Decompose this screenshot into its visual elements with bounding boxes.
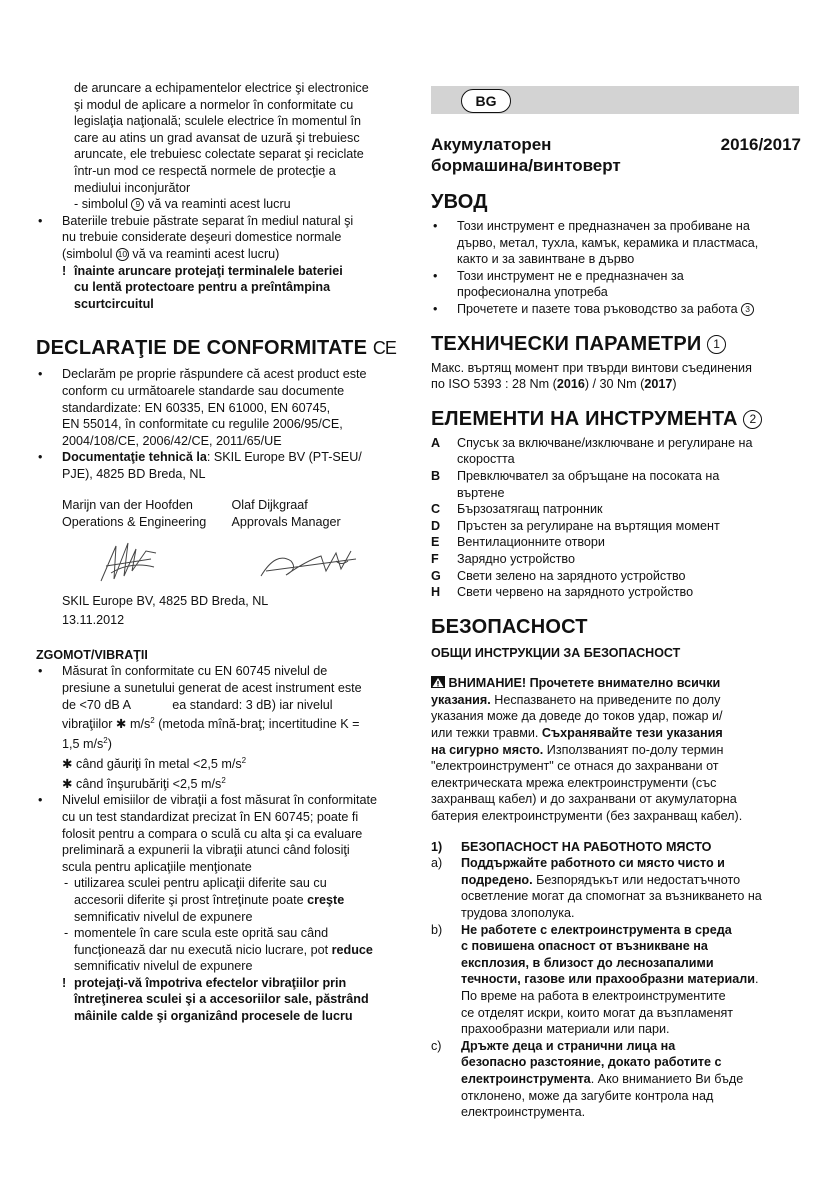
- ce-mark-icon: CE: [372, 338, 396, 359]
- usage-reduce-note: - momentele în care scula este oprită sau când funcţionează dar nu execută nicio lucrare, pot reduce semnificativ nivelul de expunere: [64, 926, 373, 974]
- tech-doc-bullet: • Documentaţie tehnică la: SKIL Europe BV (PT-SEU/ PJE), 4825 BD Breda, NL: [36, 449, 401, 482]
- workplace-heading: 1) БЕЗОПАСНОСТ НА РАБОТНОТО МЯСТО: [431, 839, 712, 854]
- circled-number-icon: 3: [741, 303, 754, 316]
- elements-heading: ЕЛЕМЕНТИ НА ИНСТРУМЕНТА 2: [431, 407, 801, 431]
- battery-bullet: • Bateriile trebuie păstrate separat în mediul natural şi nu trebuie considerate deşeuri domestice normale (simbolul 10 vă va reaminti acest lucru): [36, 213, 401, 263]
- noise-bullet: • Măsurat în conformitate cu EN 60745 nivelul de presiune a sunetului generat de acest instrument este de <70 dB A ea standard: 3 dB) iar nivelul vibraţiilor ✱ $m/s^2$ (metoda mînă-braţ; incertitudine K = 1,5 $m/s^2$) ✱ când găuriţi în metal <2,5 $m/s^2$ ✱ când înşurubăriţi <2,5 $m/s^2$: [36, 663, 401, 792]
- safety-heading: БЕЗОПАСНОСТ: [431, 615, 588, 638]
- intro-bullet-1: • Този инструмент е предназначен за пробиване на дърво, метал, тухла, камък, керамика и пластмаса, както и за завинтване в дърво: [431, 218, 801, 268]
- battery-warning: ! înainte aruncare protejaţi terminalele bateriei cu lentă protectoare pentru a preîntâmpina scurtcircuitul: [62, 263, 343, 311]
- language-badge: BG: [461, 89, 511, 113]
- list-item: B Превключвател за обръщане на посоката на въртене: [431, 468, 720, 500]
- safety-item-b: b) Не работете с електроинструмента в среда с повишена опасност от възникване на експлозия, в близост до леснозапалими течности, газове или прахообразни материали. По време на работа в електроинструментите се отделят искри, които могат да възпламенят прахообразни материали или пари.: [431, 922, 759, 1037]
- left-column: [36, 80, 401, 1025]
- tech-params: Макс. въртящ момент при твърди винтови съединения по ISO 5393 : 28 Nm (2016) / 30 Nm (2017): [431, 360, 752, 392]
- list-item: C Бързозатягащ патронник: [431, 502, 603, 517]
- language-bar: [431, 86, 799, 114]
- disposal-intro: de aruncare a echipamentelor electrice şi electronice şi modul de aplicare a normelor în conformitate cu legislaţia naţională; sculele electrice în momentul în care au atins un grad avansat de uzură şi trebuiesc aruncate, ele trebuiesc colectate separat şi reciclate într-un mod ce respectă normele de protecţie a mediului inconjurător - simbolul 9 vă va reaminti acest lucru: [36, 80, 401, 213]
- circled-number-icon: 2: [743, 410, 762, 429]
- signature-date: 13.11.2012: [62, 613, 125, 628]
- list-item: F Зарядно устройство: [431, 551, 575, 566]
- circled-number-icon: 10: [117, 248, 128, 259]
- general-warning: ВНИМАНИЕ! Прочетете внимателно всички указания. Неспазването на приведените по долу указания може да доведе до токов удар, пожар и/ или тежки травми. Съхранявайте тези указания на сигурно място. Използваният по-долу термин "електроинструмент" се отнася до захранвани от електрическата мрежа електроинструменти (със захранващ кабел) и до захранвани от акумулаторна батерия електроинструменти (без захранващ кабел).: [431, 676, 743, 824]
- circled-number-icon: 1: [707, 335, 726, 354]
- usage-increase-note: - utilizarea sculei pentru aplicaţii diferite sau cu accesorii diferite şi prost întreţinute poate creşte semnificativ nivelul de expunere: [64, 876, 345, 924]
- signatures: [36, 531, 401, 593]
- right-column: [431, 134, 801, 1121]
- intro-heading: УВОД: [431, 191, 488, 213]
- warning-triangle-icon: [431, 676, 445, 688]
- circled-number-icon: 9: [131, 198, 144, 211]
- list-item: D Пръстен за регулиране на въртящия момент: [431, 518, 720, 533]
- list-item: A Спусък за включване/изключване и регулиране на скоростта: [431, 435, 753, 467]
- intro-bullet-2: • Този инструмент не е предназначен за професионална употреба: [431, 268, 801, 301]
- product-title: Акумулаторен бормашина/винтоверт 2016/2017: [431, 135, 801, 175]
- intro-bullet-3: • Прочетете и пазете това ръководство за работа 3: [431, 301, 801, 318]
- vibration-warning: ! protejaţi-vă împotriva efectelor vibraţiilor prin întreţinerea sculei şi a accesoriilor sale, păstrând mâinile calde şi organizând procesele de lucru: [62, 975, 369, 1024]
- noise-heading: ZGOMOT/VIBRAŢII: [36, 647, 148, 662]
- declaration-bullet: • Declarăm pe proprie răspundere că acest product este conform cu următoarele standarde sau documente standardizate: EN 60335, EN 61000, EN 60745, EN 55014, în conformitate cu regulile 2006/95/CE, 2004/108/CE, 2006/42/CE, 2011/65/UE: [36, 366, 401, 449]
- symbol9-line: - simbolul 9 vă va reaminti acest lucru: [74, 197, 291, 212]
- declaration-heading: DECLARAŢIE DE CONFORMITATE CE: [36, 337, 396, 360]
- model-number: 2016/2017: [720, 135, 801, 154]
- list-item: E Вентилационните отвори: [431, 535, 605, 550]
- safety-item-c: c) Дръжте деца и странични лица на безопасно разстояние, докато работите с електроинструмента. Ако вниманието Ви бъде отклонено, може да загубите контрола над електроинструмента.: [431, 1038, 744, 1120]
- tech-heading: ТЕХНИЧЕСКИ ПАРАМЕТРИ 1: [431, 332, 801, 356]
- list-item: G Свети зелено на зарядното устройство: [431, 568, 686, 583]
- emission-bullet: • Nivelul emisiilor de vibraţii a fost măsurat în conformitate cu un test standardizat precizat în EN 60745; poate fi folosit pentru a compara o sculă cu alta şi ca evaluare preliminară a expunerii la vibraţii atunci când folosiţi scula pentru aplicaţiile menţionate: [36, 792, 401, 875]
- company-address: SKIL Europe BV, 4825 BD Breda, NL: [62, 593, 269, 608]
- elements-list: [431, 435, 801, 601]
- list-item: H Свети червено на зарядното устройство: [431, 585, 694, 600]
- signature-images: [36, 531, 401, 593]
- safety-item-a: a) Поддържайте работното си място чисто и подредено. Безпорядъкът или недостатъчното осветление могат да спомогнат за възникването на трудова злополука.: [431, 856, 762, 920]
- general-safety-heading: ОБЩИ ИНСТРУКЦИИ ЗА БЕЗОПАСНОСТ: [431, 645, 681, 660]
- signatories: Marijn van der Hoofden Operations & Engineering Olaf Dijkgraaf Approvals Manager: [62, 498, 341, 530]
